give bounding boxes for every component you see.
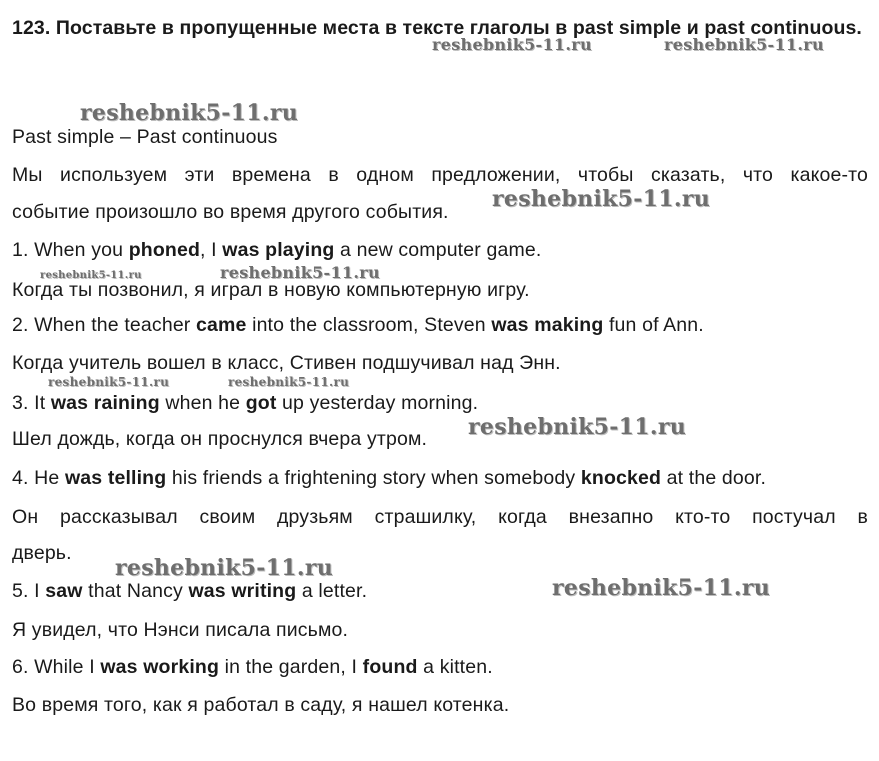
verb: phoned bbox=[128, 239, 201, 261]
section-title: Past simple – Past continuous bbox=[12, 126, 278, 148]
item-4-english: 4. He was telling his friends a frightening story when somebody knocked at the door. bbox=[12, 467, 767, 489]
item-5-russian: Я увидел, что Нэнси писала письмо. bbox=[12, 619, 349, 641]
verb: was telling bbox=[64, 467, 167, 489]
watermark: reshebnik5-11.ru bbox=[468, 414, 687, 440]
item-3-russian: Шел дождь, когда он проснулся вчера утром. bbox=[12, 428, 428, 450]
verb: came bbox=[196, 314, 247, 336]
intro-line-1: Мы используем эти времена в одном предложении, чтобы сказать, что какое-то bbox=[12, 164, 868, 186]
verb: found bbox=[362, 656, 418, 678]
verb: was working bbox=[100, 656, 220, 678]
item-2-english: 2. When the teacher came into the classroom, Steven was making fun of Ann. bbox=[12, 314, 704, 336]
verb: knocked bbox=[580, 467, 662, 489]
item-6-english: 6. While I was working in the garden, I found a kitten. bbox=[12, 656, 493, 678]
watermark: reshebnik5-11.ru bbox=[40, 270, 142, 281]
intro-line-2: событие произошло во время другого события. bbox=[12, 201, 449, 223]
watermark: reshebnik5-11.ru bbox=[80, 100, 299, 126]
item-3-english: 3. It was raining when he got up yesterday morning. bbox=[12, 392, 479, 414]
verb: was making bbox=[491, 314, 604, 336]
item-6-russian: Во время того, как я работал в саду, я нашел котенка. bbox=[12, 694, 510, 716]
item-4-russian-line-2: дверь. bbox=[12, 542, 72, 564]
watermark: reshebnik5-11.ru bbox=[48, 375, 170, 389]
watermark: reshebnik5-11.ru bbox=[552, 575, 771, 601]
verb: was raining bbox=[50, 392, 160, 414]
item-5-english: 5. I saw that Nancy was writing a letter. bbox=[12, 580, 368, 602]
exercise-number: 123. bbox=[12, 17, 51, 39]
watermark: reshebnik5-11.ru bbox=[220, 263, 380, 282]
item-1-english: 1. When you phoned, I was playing a new computer game. bbox=[12, 239, 542, 261]
verb: was playing bbox=[222, 239, 335, 261]
watermark: reshebnik5-11.ru bbox=[432, 35, 592, 54]
verb: got bbox=[245, 392, 277, 414]
item-4-russian-line-1: Он рассказывал своим друзьям страшилку, когда внезапно кто-то постучал в bbox=[12, 506, 868, 528]
verb: was writing bbox=[188, 580, 297, 602]
watermark: reshebnik5-11.ru bbox=[228, 375, 350, 389]
exercise-instruction: Поставьте в пропущенные места в тексте глаголы в past simple и past continuous. bbox=[55, 17, 862, 39]
watermark: reshebnik5-11.ru bbox=[664, 35, 824, 54]
item-2-russian: Когда учитель вошел в класс, Стивен подшучивал над Энн. bbox=[12, 352, 561, 374]
watermark: reshebnik5-11.ru bbox=[115, 555, 334, 581]
item-1-russian: Когда ты позвонил, я играл в новую компьютерную игру. bbox=[12, 279, 530, 301]
verb: saw bbox=[45, 580, 83, 602]
watermark: reshebnik5-11.ru bbox=[492, 186, 711, 212]
